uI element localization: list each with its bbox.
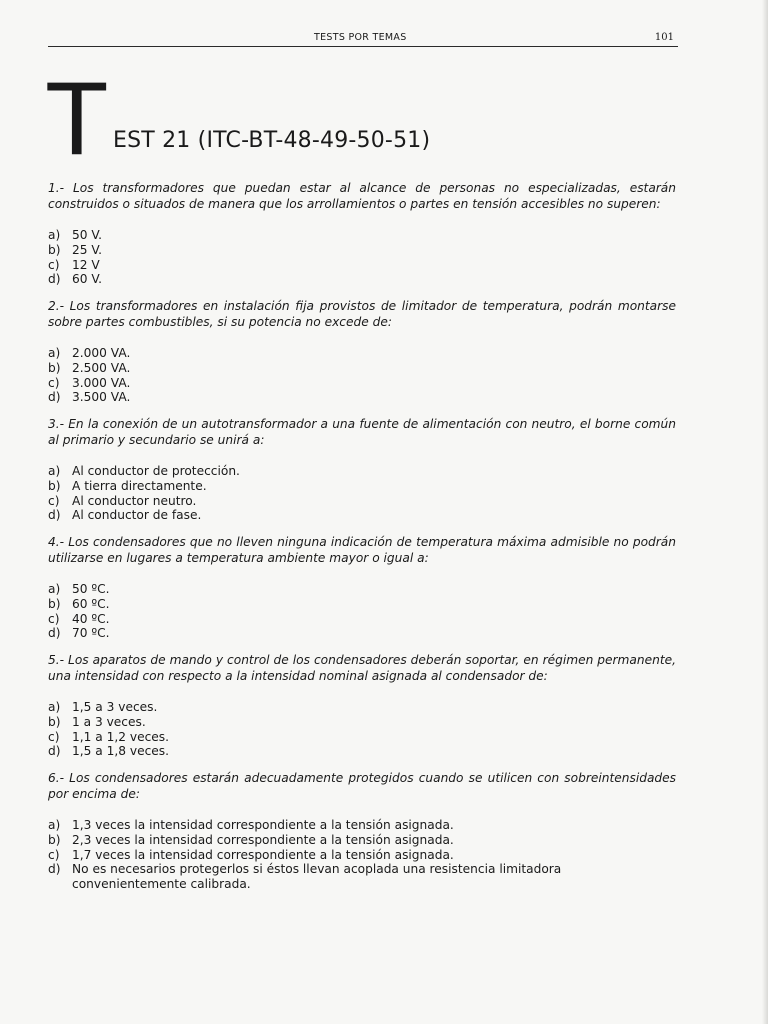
title-text: EST 21 (ITC-BT-48-49-50-51) [113,128,431,153]
answer-options [48,818,676,892]
question-6 [48,770,676,892]
option-text: Al conductor de protección. [72,464,240,478]
option-b [48,361,676,376]
option-text: A tierra directamente. [72,478,207,493]
option-text: 1,1 a 1,2 veces. [72,729,169,744]
answer-options [48,346,676,405]
answer-options [48,582,676,641]
question-3 [48,416,676,523]
option-letter: c) [48,375,60,390]
question-stem: 2.- Los transformadores en instalación fija provistos de limitador de temperatura, podrán montarse sobre partes combustibles, si su potencia no excede de: [48,299,676,329]
option-letter: c) [48,257,60,272]
option-letter: d) [48,744,61,759]
option-text: 1,7 veces la intensidad correspondiente a la tensión asignada. [72,847,454,862]
option-text: 1,5 a 1,8 veces. [72,744,169,759]
question-4 [48,534,676,641]
option-text: 60 V. [72,272,103,287]
option-letter: d) [48,390,61,405]
running-title: TESTS POR TEMAS [314,32,407,43]
option-d [48,744,676,759]
option-a [48,582,676,597]
option-text: 1,5 a 3 veces. [72,700,158,714]
option-b [48,243,676,258]
option-text: 25 V. [72,242,103,257]
question-5 [48,652,676,759]
option-b [48,479,676,494]
option-text: 12 V [72,257,100,272]
question-stem: 3.- En la conexión de un autotransformador a una fuente de alimentación con neutro, el borne común al primario y secundario se unirá a: [48,417,676,447]
option-text: 3.000 VA. [72,375,131,390]
option-text: 50 V. [72,228,103,242]
option-a [48,700,676,715]
option-letter: c) [48,611,60,626]
option-letter: c) [48,493,60,508]
option-letter: b) [48,360,61,375]
option-letter: d) [48,272,61,287]
option-letter: d) [48,626,61,641]
option-d [48,508,676,523]
option-text: 1 a 3 veces. [72,714,146,729]
option-letter: a) [48,464,61,478]
option-text: 60 ºC. [72,596,110,611]
question-stem: 5.- Los aparatos de mando y control de los condensadores deberán soportar, en régimen permanente, una intensidad con respecto a la intensidad nominal asignada al condensador de: [48,653,676,683]
option-text: 2.000 VA. [72,346,131,360]
test-title [45,61,645,177]
option-a [48,818,676,833]
question-1 [48,180,676,287]
option-text: 50 ºC. [72,582,110,596]
option-d [48,390,676,405]
option-b [48,833,676,848]
option-c [48,730,676,745]
option-c [48,258,676,273]
option-letter: a) [48,582,61,596]
option-d [48,626,676,641]
option-d [48,272,676,287]
option-a [48,464,676,479]
question-2 [48,298,676,405]
option-letter: b) [48,242,61,257]
option-a [48,346,676,361]
option-letter: a) [48,228,61,242]
option-text: 2.500 VA. [72,360,131,375]
option-letter: a) [48,818,61,832]
answer-options [48,228,676,287]
answer-options [48,700,676,759]
option-d [48,862,676,892]
option-b [48,715,676,730]
option-letter: d) [48,508,61,523]
option-a [48,228,676,243]
option-letter: b) [48,832,61,847]
option-letter: a) [48,700,61,714]
option-c [48,376,676,391]
option-letter: d) [48,862,61,877]
option-text: Al conductor de fase. [72,508,202,523]
page-edge-shadow [762,0,768,1024]
option-letter: b) [48,478,61,493]
option-text: 1,3 veces la intensidad correspondiente a la tensión asignada. [72,818,454,832]
page-header [48,30,678,47]
question-stem: 1.- Los transformadores que puedan estar al alcance de personas no especializadas, estarán construidos o situados de manera que los arrollamientos o partes en tensión accesibles no superen: [48,181,676,211]
option-letter: c) [48,847,60,862]
option-text: Al conductor neutro. [72,493,197,508]
option-text: 3.500 VA. [72,390,131,405]
option-c [48,612,676,627]
question-stem: 4.- Los condensadores que no lleven ninguna indicación de temperatura máxima admisible no podrán utilizarse en lugares a temperatura ambiente mayor o igual a: [48,535,676,565]
option-text: 40 ºC. [72,611,110,626]
option-c [48,848,676,863]
option-text: 2,3 veces la intensidad correspondiente a la tensión asignada. [72,832,454,847]
option-text: 70 ºC. [72,626,110,641]
option-text: No es necesarios protegerlos si éstos llevan acoplada una resistencia limitadora convenientemente calibrada. [72,862,562,892]
option-c [48,494,676,509]
option-letter: b) [48,596,61,611]
page-number: 101 [654,32,674,43]
option-letter: a) [48,346,61,360]
option-letter: b) [48,714,61,729]
option-b [48,597,676,612]
answer-options [48,464,676,523]
question-stem: 6.- Los condensadores estarán adecuadamente protegidos cuando se utilicen con sobreintensidades por encima de: [48,771,676,801]
option-letter: c) [48,729,60,744]
title-initial: T [45,61,109,177]
